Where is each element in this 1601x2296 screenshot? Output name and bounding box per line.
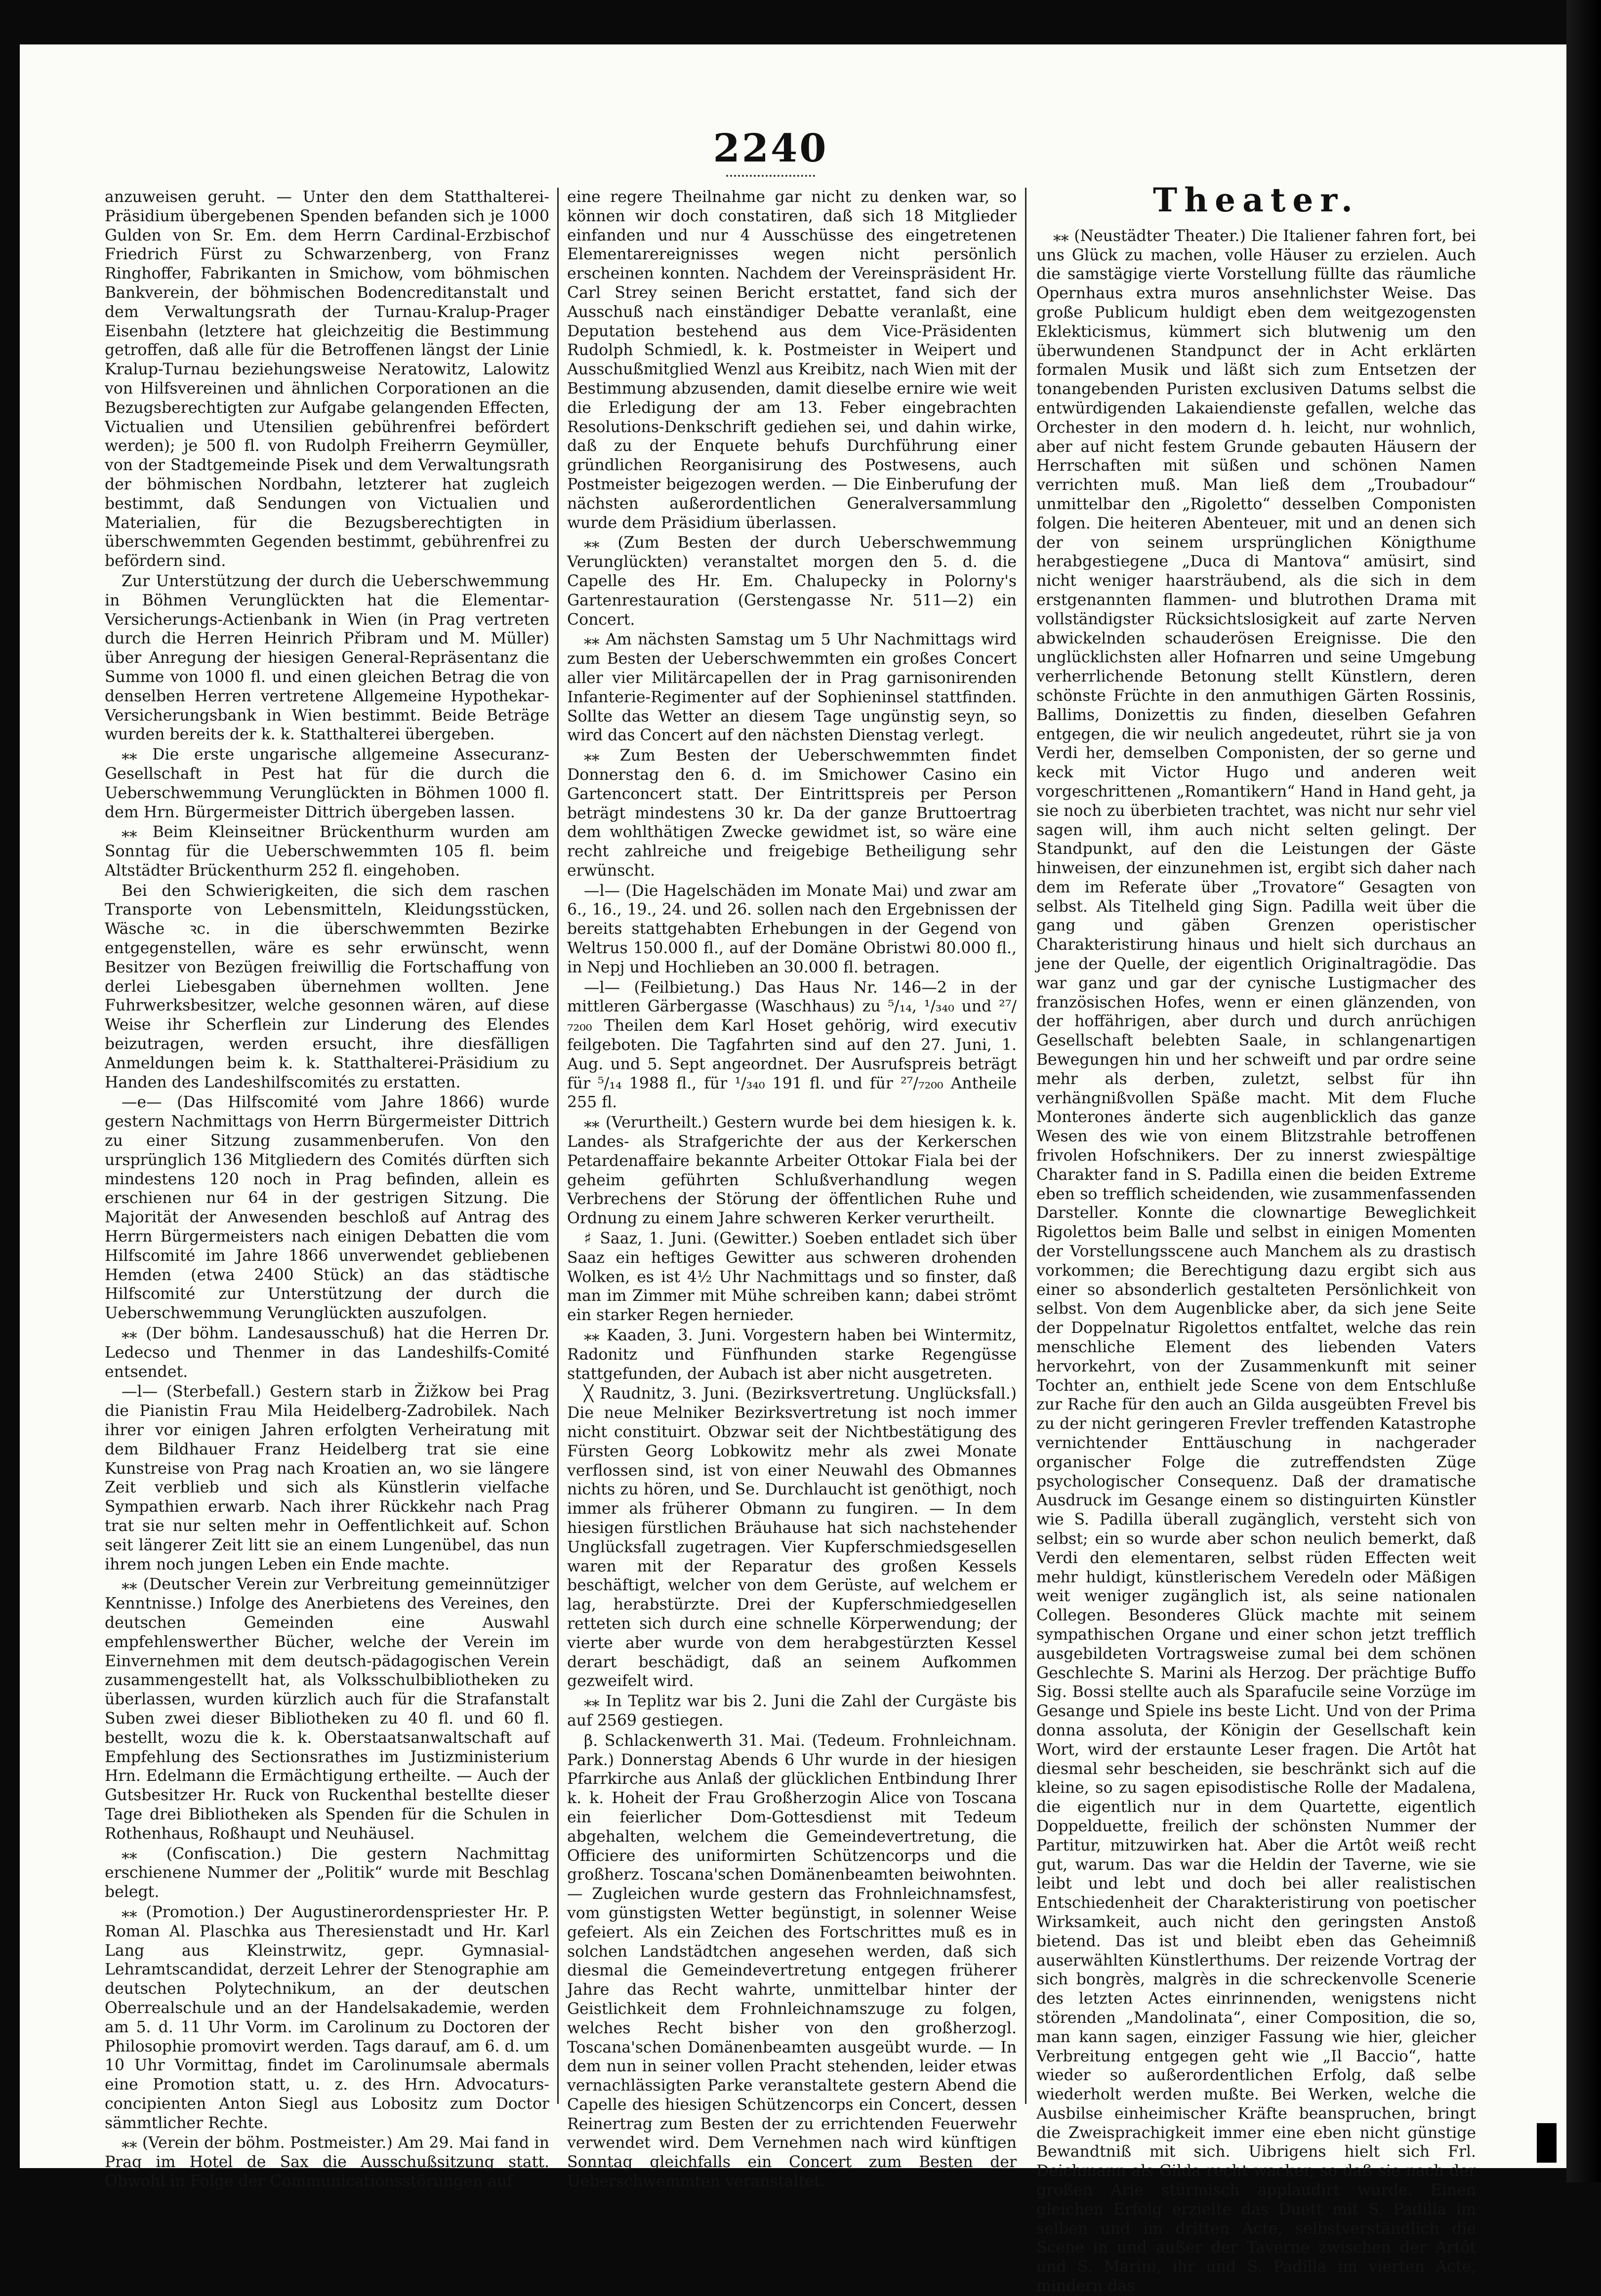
article-paragraph: ⁎⁎ Am nächsten Samstag um 5 Uhr Nachmittags wird zum Besten der Ueberschwemmten ein großes Concert aller vier Militärcapellen der in Prag garnisonirenden Infanterie-Regimenter auf der Sophieninsel stattfinden. Sollte das Wetter an diesem Tage ungünstig seyn, so wird das Concert auf den nächsten Dienstag verlegt. (567, 631, 1017, 745)
article-paragraph: ⁎⁎ (Zum Besten der durch Ueberschwemmung Verunglückten) veranstaltet morgen den 5. d. die Capelle des Hr. Em. Chalupecky in Polorny's Gartenrestauration (Gerstengasse Nr. 511—2) ein Concert. (567, 534, 1017, 629)
page-number-ornament (726, 173, 815, 177)
article-paragraph: ♯ Saaz, 1. Juni. (Gewitter.) Soeben entladet sich über Saaz ein heftiges Gewitter aus schweren drohenden Wolken, es ist 4½ Uhr Nachmittags und so finster, daß man im Zimmer mit Mühe schreiben kann; dabei strömt ein starker Regen hernieder. (567, 1230, 1017, 1325)
article-paragraph: ⁎⁎ (Confiscation.) Die gestern Nachmittag erschienene Nummer der „Politik“ wurde mit Beschlag belegt. (105, 1845, 549, 1901)
column-1 (105, 188, 549, 2191)
article-paragraph: ⁎⁎ Beim Kleinseitner Brückenthurm wurden am Sonntag für die Ueberschwemmten 105 fl. beim Altstädter Brückenthurm 252 fl. eingehoben. (105, 823, 549, 880)
scan-edge (1566, 0, 1601, 2182)
article-paragraph: ⁎⁎ Zum Besten der Ueberschwemmten findet Donnerstag den 6. d. im Smichower Casino ein Gartenconcert statt. Der Eintrittspreis per Person beträgt mindestens 30 kr. Da der ganze Bruttoertrag dem wohlthätigen Zwecke gewidmet ist, so wäre eine recht zahlreiche und freigebige Betheiligung sehr erwünscht. (567, 747, 1017, 880)
article-paragraph: anzuweisen geruht. — Unter den dem Statthalterei-Präsidium übergebenen Spenden befanden sich je 1000 Gulden von Sr. Em. dem Herrn Cardinal-Erzbischof Friedrich Fürst zu Schwarzenberg, von Franz Ringhoffer, Fabrikanten in Smichow, vom böhmischen Bankverein, der böhmischen Bodencreditanstalt und dem Verwaltungsrath der Turnau-Kralup-Prager Eisenbahn (letztere hat gleichzeitig die Bestimmung getroffen, daß alle für die Betroffenen längst der Linie Kralup-Turnau beziehungsweise Neratowitz, Lalowitz von Hilfsvereinen und ähnlichen Corporationen an die Bezugsberechtigten zur Aufgabe gelangenden Effecten, Victualien und Utensilien gebührenfrei befördert werden); je 500 fl. von Rudolph Freiherrn Geymüller, von der Stadtgemeinde Pisek und dem Verwaltungsrath der böhmischen Nordbahn, letzterer hat zugleich bestimmt, daß Sendungen von Victualien und Materialien, für die Bezugsberechtigten in überschwemmten Gegenden bestimmt, gebührenfrei zu befördern sind. (105, 188, 549, 570)
column-3 (1036, 181, 1476, 2296)
article-paragraph: ⁎⁎ Kaaden, 3. Juni. Vorgestern haben bei Wintermitz, Radonitz und Fünfhunden starke Regengüsse stattgefunden, der Aubach ist aber nicht ausgetreten. (567, 1327, 1017, 1383)
page-number: 2240 (713, 126, 828, 171)
article-paragraph: ⁎⁎ (Deutscher Verein zur Verbreitung gemeinnütziger Kenntnisse.) Infolge des Anerbietens des Vereines, den deutschen Gemeinden eine Auswahl empfehlenswerther Bücher, welche der Verein im Einvernehmen mit dem deutsch-pädagogischen Verein zusammengestellt hat, als Volksschulbibliotheken zu überlassen, wurden kürzlich auch für die Strafanstalt Suben zwei dieser Bibliotheken zu 40 fl. und 60 fl. bestellt, wozu die k. k. Oberstaatsanwaltschaft auf Empfehlung des Sectionsrathes im Justizministerium Hrn. Edelmann die Ermächtigung ertheilte. — Auch der Gutsbesitzer Hr. Ruck von Ruckenthal bestellte dieser Tage drei Bibliotheken als Spenden für die Schulen in Rothenhaus, Roßhaupt und Neuhäusel. (105, 1575, 549, 1843)
column-rule-2 (1025, 188, 1026, 2104)
article-paragraph: eine regere Theilnahme gar nicht zu denken war, so können wir doch constatiren, daß sich 18 Mitglieder einfanden und nur 4 Ausschüsse des eingetretenen Elementarereignisses wegen nicht persönlich erscheinen konnten. Nachdem der Vereinspräsident Hr. Carl Strey seinen Bericht erstattet, fand sich der Ausschuß nach einständiger Debatte veranlaßt, eine Deputation bestehend aus dem Vice-Präsidenten Rudolph Schmiedl, k. k. Postmeister in Weipert und Ausschußmitglied Wenzl aus Kreibitz, nach Wien mit der Bestimmung abzusenden, damit dieselbe ernire wie weit die Erledigung der am 13. Feber eingebrachten Resolutions-Denkschrift gediehen sei, und dahin wirke, daß zu der Enquete behufs Durchführung einer gründlichen Reorganisirung des Postwesens, auch Postmeister beigezogen werden. — Die Einberufung der nächsten außerordentlichen Generalversammlung wurde dem Präsidium überlassen. (567, 188, 1017, 532)
section-heading-theater: Theater. (1152, 181, 1360, 219)
article-paragraph: Bei den Schwierigkeiten, die sich dem raschen Transporte von Lebensmitteln, Kleidungsstücken, Wäsche ꝛc. in die überschwemmten Bezirke entgegenstellen, wäre es sehr erwünscht, wenn Besitzer von Bezügen freiwillig die Fortschaffung von derlei Liebesgaben übernehmen wollten. Jene Fuhrwerksbesitzer, welche gesonnen wären, auf diese Weise ihr Scherflein zur Linderung des Elendes beizutragen, werden ersucht, ihre diesfälligen Anmeldungen beim k. k. Statthalterei-Präsidium zu Handen des Landeshilfscomités zu erstatten. (105, 882, 549, 1091)
article-paragraph: Zur Unterstützung der durch die Ueberschwemmung in Böhmen Verunglückten hat die Elementar-Versicherungs-Actienbank in Wien (in Prag vertreten durch die Herren Heinrich Přibram und M. Müller) über Anregung der hiesigen General-Repräsentanz die Summe von 1000 fl. und einen gleichen Betrag die von denselben Herren vertretene Allgemeine Hypothekar-Versicherungsbank in Wien bestimmt. Beide Beträge wurden bereits der k. k. Statthalterei übergeben. (105, 572, 549, 744)
article-paragraph: —l— (Die Hagelschäden im Monate Mai) und zwar am 6., 16., 19., 24. und 26. sollen nach den Ergebnissen der bereits stattgehabten Erhebungen in der Gegend von Weltrus 150.000 fl., auf der Domäne Obristwi 80.000 fl., in Nepj und Hochlieben an 30.000 fl. betragen. (567, 882, 1017, 976)
article-paragraph: —l— (Feilbietung.) Das Haus Nr. 146—2 in der mittleren Gärbergasse (Waschhaus) zu ⁵/₁₄, ¹/₃₄₀ und ²⁷/₇₂₀₀ Theilen dem Karl Hoset gehörig, wird executiv feilgeboten. Die Tagfahrten sind auf den 27. Juni, 1. Aug. und 5. Sept angeordnet. Der Ausrufspreis beträgt für ⁵/₁₄ 1988 fl., für ¹/₃₄₀ 191 fl. und für ²⁷/₇₂₀₀ Antheile 255 fl. (567, 978, 1017, 1112)
article-paragraph: ⁎⁎ (Verein der böhm. Postmeister.) Am 29. Mai fand in Prag im Hotel de Sax die Ausschußsitzung statt. Obwohl in Folge der Communicationsstörungen auf (105, 2134, 549, 2191)
article-paragraph: —e— (Das Hilfscomité vom Jahre 1866) wurde gestern Nachmittags von Herrn Bürgermeister Dittrich zu einer Sitzung zusammenberufen. Von den ursprünglich 136 Mitgliedern des Comités dürften sich mindestens 120 noch in Prag befinden, allein es erschienen nur 64 in der gestrigen Sitzung. Die Majorität der Anwesenden beschloß auf Antrag des Herrn Bürgermeisters nach einigen Debatten die vom Hilfscomité im Jahre 1866 unverwendet gebliebenen Hemden (etwa 2400 Stück) an das städtische Hilfscomité zur Unterstützung der durch die Ueberschwemmung Verunglückten auszufolgen. (105, 1093, 549, 1323)
article-paragraph: ⁎⁎ (Promotion.) Der Augustinerordenspriester Hr. P. Roman Al. Plaschka aus Theresienstadt und Hr. Karl Lang aus Kleinstrwitz, gepr. Gymnasial-Lehramtscandidat, derzeit Lehrer der Stenographie am deutschen Polytechnikum, an der deutschen Oberrealschule und an der Handelsakademie, werden am 5. d. 11 Uhr Vorm. im Carolinum zu Doctoren der Philosophie promovirt werden. Tags darauf, am 6. d. um 10 Uhr Vormittag, findet im Carolinumsale abermals eine Promotion statt, u. z. des Hrn. Advocaturs-concipienten Anton Siegl aus Lobositz zum Doctor sämmtlicher Rechte. (105, 1903, 549, 2132)
article-paragraph: ⁎⁎ (Verurtheilt.) Gestern wurde bei dem hiesigen k. k. Landes- als Strafgerichte der aus der Kerkerschen Petardenaffaire bekannte Arbeiter Ottokar Fiala bei der geheim geführten Schlußverhandlung wegen Verbrechens der Störung der öffentlichen Ruhe und Ordnung zu einem Jahre schweren Kerker verurtheilt. (567, 1114, 1017, 1228)
column-2 (567, 188, 1017, 2191)
article-paragraph: ╳ Raudnitz, 3. Juni. (Bezirksvertretung. Unglücksfall.) Die neue Melniker Bezirksvertretung ist noch immer nicht constituirt. Obzwar seit der Nichtbestätigung des Fürsten Georg Lobkowitz mehr als zwei Monate verflossen sind, ist von einer Neuwahl des Obmannes nichts zu hören, und Se. Durchlaucht ist genöthigt, noch immer als früherer Obmann zu fungiren. — In dem hiesigen fürstlichen Bräuhause hat sich nachstehender Unglücksfall zugetragen. Vier Kupferschmiedsgesellen waren mit der Reparatur des großen Kessels beschäftigt, welcher von dem Gerüste, auf welchem er lag, herabstürzte. Drei der Kupferschmiedgesellen retteten sich durch eine schnelle Körperwendung; der vierte aber wurde von dem herabgestürzten Kessel derart beschädigt, daß an seinem Aufkommen gezweifelt wird. (567, 1385, 1017, 1691)
article-paragraph: ⁎⁎ (Der böhm. Landesausschuß) hat die Herren Dr. Ledecso und Thenmer in das Landeshilfs-Comité entsendet. (105, 1325, 549, 1381)
article-paragraph: ⁎⁎ Die erste ungarische allgemeine Assecuranz-Gesellschaft in Pest hat für die durch die Ueberschwemmung Verunglückten in Böhmen 1000 fl. dem Hrn. Bürgermeister Dittrich übergeben lassen. (105, 746, 549, 821)
article-paragraph: β. Schlackenwerth 31. Mai. (Tedeum. Frohnleichnam. Park.) Donnerstag Abends 6 Uhr wurde in der hiesigen Pfarrkirche aus Anlaß der glücklichen Entbindung Ihrer k. k. Hoheit der Frau Großherzogin Alice von Toscana ein feierlicher Dom-Gottesdienst mit Tedeum abgehalten, welchem die Gemeindevertretung, die Officiere des uniformirten Schützencorps und die großherz. Toscana'schen Domänenbeamten beiwohnten. — Zugleichen wurde gestern das Frohnleichnamsfest, vom günstigsten Wetter begünstigt, in solenner Weise gefeiert. Als ein Zeichen des Fortschrittes muß es in solchen Landstädtchen angesehen werden, daß sich diesmal die Gemeindevertretung entgegen früherer Jahre das Recht wahrte, unmittelbar hinter der Geistlichkeit dem Frohnleichnamszuge zu folgen, welches Recht bisher von den großherzogl. Toscana'schen Domänenbeamten ausgeübt wurde. — In dem nun in seiner vollen Pracht stehenden, leider etwas vernachlässigten Parke veranstaltete gestern Abend die Capelle des hiesigen Schützencorps ein Concert, dessen Reinertrag zum Besten der zu errichtenden Feuerwehr verwendet wird. Dem Vernehmen nach wird künftigen Sonntag gleichfalls ein Concert zum Besten der Ueberschwemmten veranstaltet. (567, 1732, 1017, 2191)
scan-margin-mark (1537, 2123, 1557, 2163)
article-paragraph: ⁎⁎ In Teplitz war bis 2. Juni die Zahl der Curgäste bis auf 2569 gestiegen. (567, 1692, 1017, 1730)
article-paragraph: ⁎⁎ (Neustädter Theater.) Die Italiener fahren fort, bei uns Glück zu machen, volle Häuser zu erzielen. Auch die samstägige vierte Vorstellung füllte das räumliche Opernhaus extra muros ansehnlichster Weise. Das große Publicum huldigt eben dem weitgezogensten Eklekticismus, kümmert sich blutwenig um den überwundenen Standpunct der in Acht erklärten formalen Musik und läßt sich zum Entsetzen der tonangebenden Puristen exclusiven Datums selbst die entwürdigenden Lakaiendienste gefallen, welche das Orchester in den modern d. h. leicht, nur wohnlich, aber auf nicht festem Grunde gebauten Häusern der Herrschaften mit süßen und schönen Namen verrichten muß. Man ließ dem „Troubadour“ unmittelbar den „Rigoletto“ desselben Componisten folgen. Die heiteren Abenteuer, mit und an denen sich der von seinem ursprünglichen Königthume herabgestiegene „Duca di Mantova“ amüsirt, sind nicht weniger haarsträubend, als die sich in dem erstgenannten flammen- und blutrothen Drama mit vollständigster Rücksichtslosigkeit auf zarte Nerven abwickelnden schauderösen Ereignisse. Die den unglücklichsten aller Hofnarren und seine Umgebung verherrlichende Betonung stellt Künstlern, deren schönste Früchte in den anmuthigen Gärten Rossinis, Ballims, Donizettis zu finden, dieselben Gefahren entgegen, die wir neulich angedeutet, rührt sie ja von Verdi her, demselben Componisten, der so gerne und keck mit Victor Hugo und anderen weit vorgeschrittenen „Romantikern“ Hand in Hand geht, ja sie noch zu überbieten trachtet, was nicht nur sehr viel sagen will, ihm auch nicht selten gelingt. Der Standpunkt, auf den die Leistungen der Gäste hinweisen, der einzunehmen ist, ergibt sich daher nach dem im Referate über „Trovatore“ Gesagten von selbst. Als Titelheld ging Sign. Padilla weit über die gang und gäben Grenzen operistischer Charakteristirung hinaus und hielt sich durchaus an jene der Quelle, der eigentlich Originaltragödie. Das war ganz und gar der cynische Lustigmacher des französischen Hofes, wenn er einen glänzenden, von der hoffährigen, aber durch und durch anrüchigen Gesellschaft belebten Saale, in schlangenartigen Bewegungen hin und her schweift und par ordre seine mehr als derben, zuletzt, selbst für ihn verhängnißvollen Späße macht. Mit dem Fluche Monterones änderte sich augenblicklich das ganze Wesen des wie von einem Blitzstrahle betroffenen frivolen Hofschnikers. Der zu innerst zwiespältige Charakter fand in S. Padilla einen die beiden Extreme eben so trefflich scheidenden, wie zusammenfassenden Darsteller. Konnte die clownartige Beweglichkeit Rigolettos beim Balle und selbst in einigen Momenten der Vorstellungsscene auch Manchem als zu drastisch vorkommen; die Berechtigung dazu ergibt sich aus einer so absonderlich gestalteten Persönlichkeit von selbst. Von dem Augenblicke aber, da sich jene Seite der Doppelnatur Rigolettos entfaltet, welche das rein menschliche Element des liebenden Vaters hervorkehrt, von der Zusammenkunft mit seiner Tochter an, enthielt jede Scene von dem Entschluße zur Rache für den auch an Gilda ausgeübten Frevel bis zu der nicht geringeren Frevler treffenden Katastrophe vernichtender Enttäuschung in nachgerader organischer Folge die zutreffendsten Züge psychologischer Consequenz. Daß der dramatische Ausdruck im Gesange einem so distinguirten Künstler wie S. Padilla überall zugänglich, versteht sich von selbst; ein so wurde aber schon neulich bemerkt, daß Verdi den elementaren, selbst rüden Effecten weit mehr huldigt, künstlerischem Veredeln oder Mäßigen weit weniger zugänglich ist, als seine nationalen Collegen. Besonderes Glück machte mit seinem sympathischen Organe und einer schon jetzt trefflich ausgebildeten Vortragsweise zumal bei dem schönen Geschlechte S. Marini als Herzog. Der prächtige Buffo Sig. Bossi stellte auch als Sparafucile seine Vorzüge im Gesange und Spiele ins beste Licht. Und von der Prima donna assoluta, der Königin der Gesellschaft kein Wort, wird der erstaunte Leser fragen. Die Artôt hat diesmal sehr bescheiden, sie beschränkt sich auf die kleine, so zu sagen episodistische Rolle der Madalena, die eigentlich nur in dem Quartette, eigentlich Doppelduette, freilich der schönsten Nummer der Partitur, mitzuwirken hat. Aber die Artôt weiß recht gut, warum. Das war die Heldin der Taverne, wie sie leibt und lebt und doch bei aller realistischen Entschiedenheit der Charakteristirung von poetischer Wirksamkeit, auch nicht den geringsten Anstoß bietend. Das ist und bleibt eben das Geheimniß auserwählten Künstlerthums. Der reizende Vortrag der sich bongrès, malgrès in die schreckenvolle Scenerie des letzten Actes einrinnenden, wenigstens nicht störenden „Mandolinata“, einer Composition, die so, man kann sagen, einziger Fassung wie hier, gleicher Verbreitung entgegen geht wie „Il Baccio“, hatte wieder so außerordentlichen Erfolg, daß selbe wiederholt werden mußte. Bei Werken, welche die Ausbilse einheimischer Kräfte beanspruchen, bringt die Zweisprachigkeit immer eine eben nicht günstige Bewandtniß mit sich. Uibrigens hielt sich Frl. Deichmann als Gilda recht wacker, so daß sie nach der großen Arie stürmisch applaudirt wurde. Einen gleichen Erfolg erzielte das Duett mit S. Padilla im selben und im dritten Acte, selbstverständlich die Scene in und außer der Taverne zwischen der Artôt und S. Marini, ihr und S. Padilla im vierten Acte, mindern das (1036, 227, 1476, 2296)
article-paragraph: —l— (Sterbefall.) Gestern starb in Žižkow bei Prag die Pianistin Frau Mila Heidelberg-Zadrobilek. Nach ihrer vor einigen Jahren erfolgten Verheiratung mit dem Bildhauer Franz Heidelberg trat sie eine Kunstreise von Prag nach Kroatien an, wo sie längere Zeit verblieb und sich als Künstlerin vielfache Sympathien erwarb. Nach ihrer Rückkehr nach Prag trat sie nur selten mehr in Oeffentlichkeit auf. Schon seit längerer Zeit litt sie an einem Lungenübel, das nun ihrem noch jungen Leben ein Ende machte. (105, 1383, 549, 1573)
column-rule-1 (557, 188, 559, 2104)
